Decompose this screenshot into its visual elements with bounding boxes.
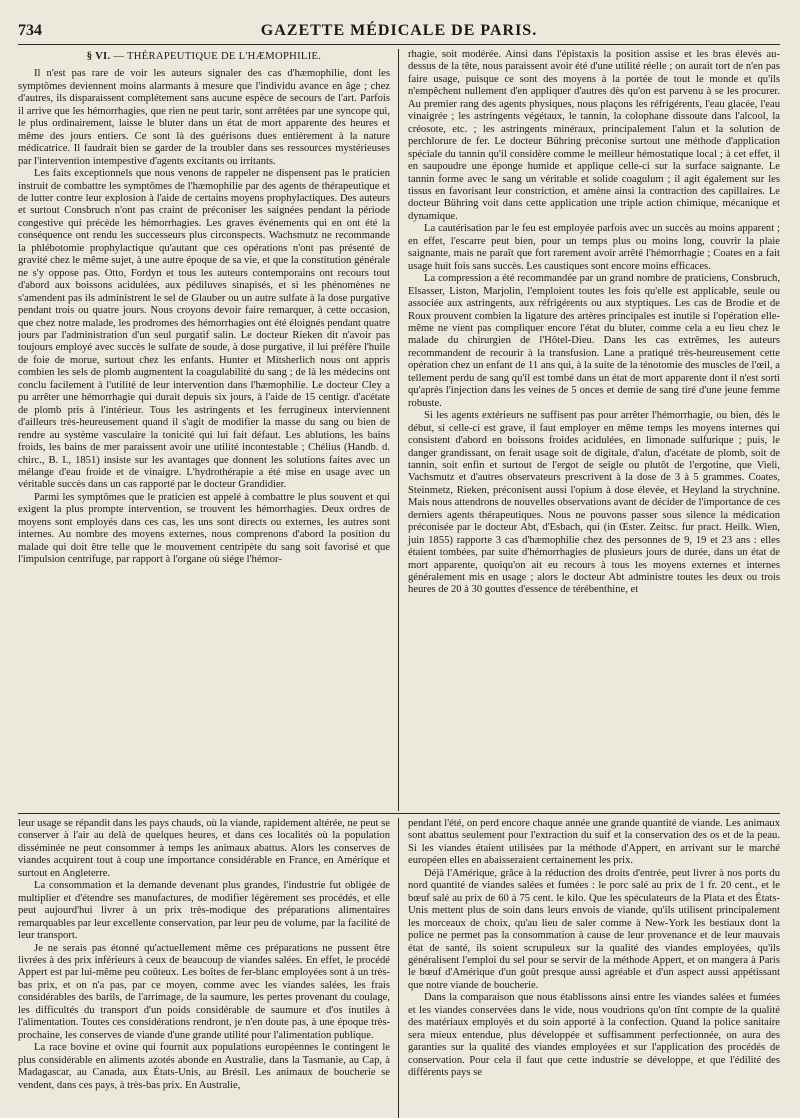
- paragraph: La cautérisation par le feu est employée parfois avec un succès au moins apparent ; en effet, l'escarre peut bien, pour un temps plus ou moins long, couvrir la plaie saignante, mais ne paraît que fort rarement avoir arrêté l'hémorrhagie ; Coates en a fait usage huit fois sans succès. Les caustiques sont encore moins efficaces.: [408, 223, 780, 272]
- bottom-columns: [18, 813, 780, 1118]
- paragraph: Je ne serais pas étonné qu'actuellement même ces préparations ne pussent être livrées à des prix inférieurs à ceux de beaucoup de viandes salées. En effet, le procédé Appert est par lui-même peu coûteux. Les boîtes de fer-blanc employées sont à un très-bas prix, et on n'a pas, par ce moyen, comme avec les viandes salées, les frais considérables des barils, de l'arrimage, de la saumure, les pertes provenant du coulage, les difficultés du transport d'un poids considérable de saumure et d'os inutiles à l'alimentation. Toutes ces considérations rendront, je n'en doute pas, à une époque très-prochaine, les conserves de viande d'une grande utilité pour l'alimentation publique.: [18, 942, 390, 1041]
- paragraph: Les faits exceptionnels que nous venons de rappeler ne dispensent pas le praticien instruit de combattre les symptômes de l'hæmophilie par des agents de thérapeutique et de lutter contre leur explosion à l'aide de certains moyens prophylactiques. Des auteurs et surtout Consbruch n'ont pas craint de préconiser les saignées pendant la période congestive qui précède les hémorrhagies. Les graves événements qui en ont été la conséquence ont rendu les successeurs plus circonspects. Wachsmutz ne recommande la phlébotomie prophylactique qu'autant que ces opérations n'ont pas présenté de gravité chez le même sujet, à une autre époque de sa vie, et que la constitution générale ne s'y oppose pas. Otto, Fordyn et tous les auteurs contemporains ont recours tout d'abord aux boissons acidulées, aux pédiluves sinapisés, et si les phénomènes ne s'amendent pas ils administrent le sel de Glauber ou un autre sulfate à la dose purgative pendant trois ou quatre jours. Nous croyons devoir faire remarquer, à cette occasion, que chez notre malade, les prodromes des hémorrhagies ont été éloignés pendant quatre jours par l'administration d'un seul purgatif salin. Le docteur Rieken dit n'avoir pas toujours employé avec succès le sulfate de soude, à dose purgative, il lui préfère l'huile de foie de morue, surtout chez les enfants. Hunter et Mitsherlich nous ont appris combien les sels de plomb augmentent la coagulabilité du sang ; de là les médecins ont conclu facilement à l'utilité de leur intervention dans l'hæmophilie. Le docteur Cley a pu arrêter une hémorrhagie qui durait depuis six jours, à l'aide de 15 centigr. d'acétate de plomb pris à l'intérieur. Tous les astringents et les ferrugineux interviennent d'ailleurs très-heureusement quand il s'agit de modifier la masse du sang ou bien de rendre au système vasculaire la tonicité qui lui fait défaut. Les ablutions, les bains froids, les bains de mer paraissent avoir une utilité incontestable ; Chélius (Handb. d. chirc., B. I., 1851) insiste sur les avantages que donnent les solutions faites avec un mélange d'eau froide et de vinaigre. L'hydrothérapie a été mise en usage avec un véritable succès dans un cas rapporté par le docteur Grandidier.: [18, 168, 390, 491]
- paragraph: La race bovine et ovine qui fournit aux populations européennes le contingent le plus considérable en aliments azotés abonde en Australie, dans la Tasmanie, au Cap, à Madagascar, au Canada, aux États-Unis, au Brésil. Les animaux de boucherie se vendent, dans ces pays, à très-bas prix. En Australie,: [18, 1042, 390, 1091]
- paragraph: Dans la comparaison que nous établissons ainsi entre les viandes salées et fumées et les viandes conservées dans le vide, nous voudrions qu'on tînt compte de la qualité des matériaux employés et du soin apporté à la confection. Quand la police sanitaire sera mieux entendue, plus développée et suffisamment perfectionnée, on aura des garanties sur la qualité des viandes employées et sur l'application des procédés de conservation. Pour cela il faut que cette industrie se développe, et que l'édilité des différents pays se: [408, 992, 780, 1079]
- bottom-right-column: [398, 818, 780, 1118]
- left-column: [18, 49, 398, 811]
- top-columns: [18, 49, 780, 811]
- paragraph: Déjà l'Amérique, grâce à la réduction des droits d'entrée, peut livrer à nos ports du nord quantité de viandes salées et fumées : le porc salé au prix de 1 fr. 20 cent., et le bœuf salé au prix de 60 à 75 cent. le kilo. Que les spéculateurs de la Plata et des États-Unis mettent plus de soin dans leurs envois de viande, qu'ils utilisent principalement les morceaux de choix, qu'au lieu de saler comme à New-York les bestiaux dont la police ne permet pas la consommation à cause de leur provenance et de leur mauvais état de santé, ils soient scrupuleux sur la qualité des viandes employées, qu'ils généralisent l'emploi du sel pour se servir de la méthode Appert, et on mangera à Paris le bœuf d'Amérique d'un goût presque aussi agréable et d'un aspect aussi appétissant que notre viande de boucherie.: [408, 867, 780, 991]
- page-header: [18, 22, 780, 45]
- section-heading: [18, 51, 390, 63]
- paragraph: Il n'est pas rare de voir les auteurs signaler des cas d'hæmophilie, dont les symptômes deviennent moins alarmants à mesure que l'individu avance en âge ; chez d'autres, ils disparaissent complétement sans aucune espèce de secours de l'art. Parfois il arrive que les hémorrhagies, que rien ne peut tarir, sont arrêtées par une syncope qui, le plus ordinairement, laisse le bluter dans un état de mort apparente des heures et même des jours entiers. Ce sont là des guérisons dues entièrement à la nature médicatrice. Il faudrait bien se garder de la troubler dans ses ressources mystérieuses par l'intervention intempestive d'agents excitants ou irritants.: [18, 68, 390, 167]
- paragraph: leur usage se répandit dans les pays chauds, où la viande, rapidement altérée, ne peut se conserver à l'air au delà de quelques heures, et dans ces localités où la population disséminée ne peut consommer à temps les animaux abattus. Alors les conserves de viandes acquirent tout à coup une importance considérable en France, en Amérique et surtout en Angleterre.: [18, 818, 390, 879]
- bottom-left-column: [18, 818, 398, 1118]
- paragraph: Parmi les symptômes que le praticien est appelé à combattre le plus souvent et qui exigent la plus prompte intervention, se trouvent les hémorrhagies. Deux ordres de moyens sont employés dans ces cas, les uns sont directs ou externes, les autres sont internes. Au nombre des moyens externes, nous comprenons d'abord la position du malade qui doit être telle que le mouvement centripète du sang soit favorisé et que l'impulsion centrifuge, par rapport à l'organe où siége l'hémor-: [18, 491, 390, 566]
- right-column: [398, 49, 780, 811]
- page-number: 734: [18, 22, 42, 39]
- paragraph: La compression a été recommandée par un grand nombre de praticiens, Consbruch, Elsasser, Liston, Marjolin, l'emploient toutes les fois qu'elle est applicable, seule ou associée aux astringents, aux réfrigérents ou aux styptiques. Les cas de Brodie et de Roux prouvent combien la ligature des artères principales est inutile si l'opération elle-même ne vient pas compliquer encore l'état du bluter, comme cela a eu lieu chez le malade du chirurgien de l'Hôtel-Dieu. Dans les cas extrêmes, les auteurs recommandent de recourir à la transfusion. Lane a pratiqué très-heureusement cette opération chez un enfant de 11 ans qui, à la suite de la ténotomie des muscles de l'œil, a tellement perdu de sang qu'il est tombé dans un état de mort apparente dont il n'est sorti qu'après l'injection dans les veines de 5 onces et demie de sang tiré d'une jeune femme robuste.: [408, 273, 780, 409]
- paragraph: rhagie, soit modérée. Ainsi dans l'épistaxis la position assise et les bras élevés au-dessus de la tête, nous paraissent avoir été d'une utilité réelle ; on aurait tort de n'en pas faire usage, puisque ce sont des moyens à la portée de tout le monde et qu'ils n'empêchent nullement d'en appliquer d'autres dès qu'on est parvenu à se les procurer. Au premier rang des agents physiques, nous plaçons les réfrigérents, l'eau glacée, l'eau vinaigrée ; les astringents végétaux, le tannin, la colophane dissoute dans l'alcool, la créosote, etc. ; les astringents minéraux, principalement l'alun et la solution de perchlorure de fer. Le docteur Bühring préconise surtout une méthode d'application spéciale du tannin qu'il considère comme le meilleur hémostatique local ; à cet effet, il en saupoudre une éponge humide et applique celle-ci sur la surface saignante. Le tannin forme avec le sang un véritable et solide coagulum ; il agit également sur les tissus en favorisant leur constriction, et amène ainsi la contraction des capillaires. Le docteur Bühring voit dans cette application une triple action chimique, mécanique et dynamique.: [408, 49, 780, 222]
- journal-title: GAZETTE MÉDICALE DE PARIS.: [260, 22, 538, 39]
- paragraph: pendant l'été, on perd encore chaque année une grande quantité de viande. Les animaux sont abattus seulement pour l'extraction du suif et la conservation des os et de la peau. Si les viandes étaient utilisées par la méthode d'Appert, en arrivant sur le marché européen elles en abaisseraient certainement les prix.: [408, 818, 780, 867]
- paragraph: La consommation et la demande devenant plus grandes, l'industrie fut obligée de multiplier et d'étendre ses manufactures, de modifier légèrement ses procédés, et elle peut aujourd'hui livrer à un prix très-modique des préparations alimentaires remarquables par leur excellente conservation, par leur peu de volume, par la facilité de leur transport.: [18, 880, 390, 942]
- section-title: — THÉRAPEUTIQUE DE L'HÆMOPHILIE.: [113, 51, 322, 62]
- paragraph: Si les agents extérieurs ne suffisent pas pour arrêter l'hémorrhagie, ou bien, dès le début, si celle-ci est grave, il faut employer en même temps les moyens internes qui consistent d'abord en boissons froides acidulées, en limonade sulfurique ; puis, le danger grandissant, on ferait usage soit de digitale, d'alun, d'acétate de plomb, soit de tannin, soit enfin et surtout de l'ergot de seigle ou plutôt de l'ergotine, que Vieli, Vachsmutz et d'autres observateurs prescrivent à la dose de 3 à 5 grammes. Coates, Steinmetz, Rieken, préconisent aussi l'opium à dose élevée, et Heyland la strychnine. Mais nous attendrons de nouvelles observations avant de décider de l'importance de ces derniers agents thérapeutiques. Nous ne pouvons passer sous silence la médication préconisée par le docteur Abt, d'Esbach, qui (in Œster. Zeitsc. fur pract. Heilk. Wien, juin 1855) rapporte 3 cas d'hæmophilie chez des personnes de 9, 19 et 23 ans : elles étaient tombées, par suite d'hémorrhagies de plusieurs jours de durée, dans un état de mort apparente, quoiqu'on ait eu recours à tous les moyens externes et internes généralement mis en usage ; alors le docteur Abt administre toutes les deux ou trois heures de 20 à 30 gouttes d'essence de térébenthine, et: [408, 410, 780, 596]
- section-number: § VI.: [86, 51, 111, 62]
